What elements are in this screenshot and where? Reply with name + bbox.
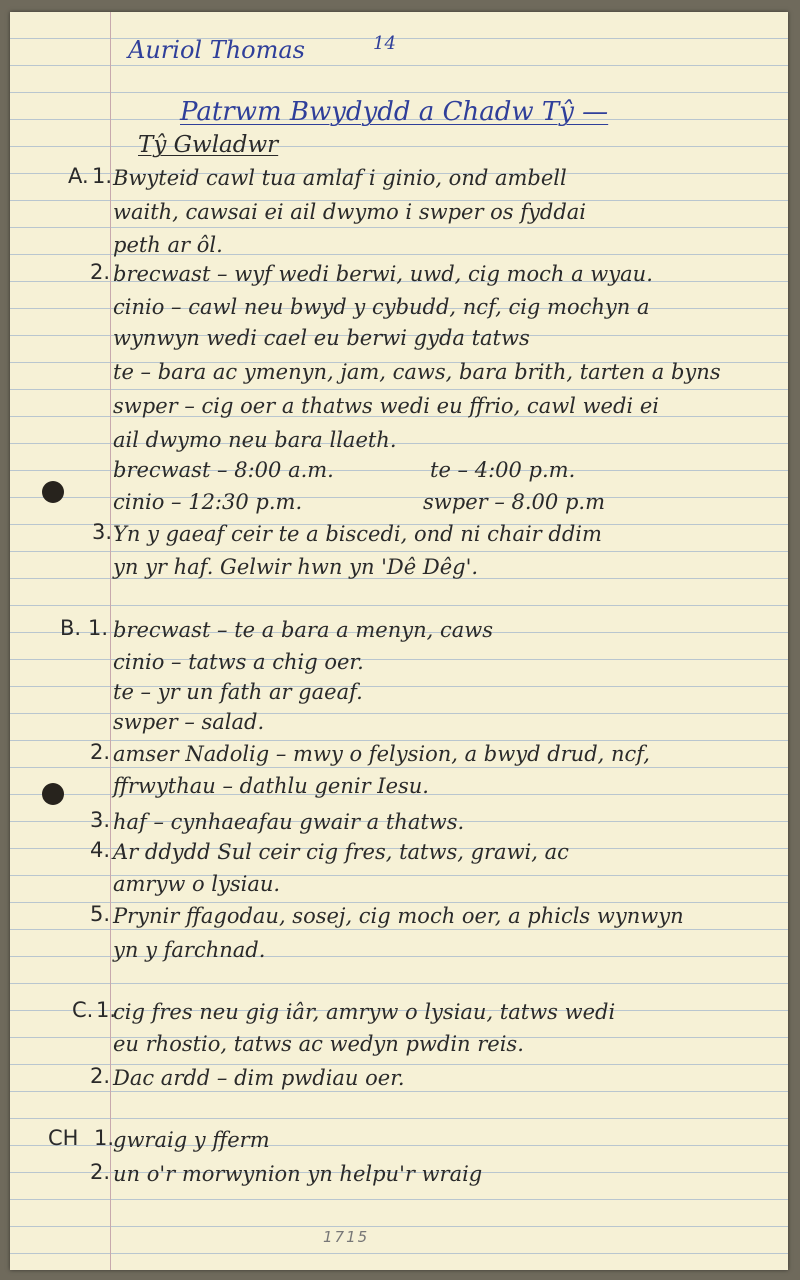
text-line: yn yr haf. Gelwir hwn yn 'Dê Dêg'. (113, 555, 479, 579)
meal-time-breakfast: brecwast – 8:00 a.m. (113, 458, 334, 482)
item-number: 1. (94, 1126, 115, 1150)
meal-time-supper: swper – 8.00 p.m (423, 490, 605, 514)
item-number: 1. (88, 616, 109, 640)
item-number: 3. (92, 520, 113, 544)
text-line: peth ar ôl. (113, 233, 223, 257)
text-line: gwraig y fferm (113, 1128, 270, 1152)
section-label-c: C. (72, 998, 94, 1022)
text-line: Prynir ffagodau, sosej, cig moch oer, a phicls wynwyn (113, 904, 684, 928)
archive-number: 1715 (323, 1228, 370, 1246)
text-line: cinio – cawl neu bwyd y cybudd, ncf, cig mochyn a (113, 295, 650, 319)
text-line: te – bara ac ymenyn, jam, caws, bara brith, tarten a byns (113, 360, 721, 384)
text-line: swper – cig oer a thatws wedi eu ffrio, cawl wedi ei (113, 394, 659, 418)
page-title: Patrwm Bwydydd a Chadw Tŷ — (180, 97, 609, 127)
punch-hole (42, 481, 64, 503)
text-line: amryw o lysiau. (113, 872, 281, 896)
item-number: 3. (90, 808, 111, 832)
text-line: cinio – tatws a chig oer. (113, 650, 364, 674)
text-line: te – yr un fath ar gaeaf. (113, 680, 363, 704)
text-line: cig fres neu gig iâr, amryw o lysiau, tatws wedi (113, 1000, 616, 1024)
text-line: amser Nadolig – mwy o felysion, a bwyd drud, ncf, (113, 742, 650, 766)
text-line: Ar ddydd Sul ceir cig fres, tatws, grawi, ac (113, 840, 569, 864)
item-number: 1. (96, 998, 117, 1022)
item-number: 2. (90, 260, 111, 284)
text-line: wynwyn wedi cael eu berwi gyda tatws (113, 326, 530, 350)
section-label-a: A. (68, 164, 89, 188)
text-line: swper – salad. (113, 710, 265, 734)
text-line: haf – cynhaeafau gwair a thatws. (113, 810, 465, 834)
text-line: brecwast – te a bara a menyn, caws (113, 618, 493, 642)
text-line: ail dwymo neu bara llaeth. (113, 428, 397, 452)
author-name: Auriol Thomas (128, 36, 305, 64)
item-number: 2. (90, 1064, 111, 1088)
text-line: brecwast – wyf wedi berwi, uwd, cig moch a wyau. (113, 262, 653, 286)
item-number: 5. (90, 902, 111, 926)
text-line: Yn y gaeaf ceir te a biscedi, ond ni chair ddim (113, 522, 602, 546)
text-line: un o'r morwynion yn helpu'r wraig (113, 1162, 483, 1186)
text-line: eu rhostio, tatws ac wedyn pwdin reis. (113, 1032, 524, 1056)
section-label-b: B. (60, 616, 82, 640)
text-line: ffrwythau – dathlu genir Iesu. (113, 774, 429, 798)
item-number: 4. (90, 838, 111, 862)
text-line: waith, cawsai ei ail dwymo i swper os fyddai (113, 200, 587, 224)
margin-line (110, 12, 111, 1270)
item-number: 2. (90, 1160, 111, 1184)
item-number: 1. (92, 164, 113, 188)
text-line: Bwyteid cawl tua amlaf i ginio, ond ambell (113, 166, 567, 190)
section-label-ch: CH (48, 1126, 79, 1150)
text-line: yn y farchnad. (113, 938, 266, 962)
page-subtitle: Tŷ Gwladwr (138, 132, 279, 158)
author-number: 14 (373, 33, 396, 54)
item-number: 2. (90, 740, 111, 764)
notebook-page (10, 12, 788, 1270)
punch-hole (42, 783, 64, 805)
text-line: Dac ardd – dim pwdiau oer. (113, 1066, 405, 1090)
meal-time-tea: te – 4:00 p.m. (430, 458, 576, 482)
meal-time-dinner: cinio – 12:30 p.m. (113, 490, 303, 514)
